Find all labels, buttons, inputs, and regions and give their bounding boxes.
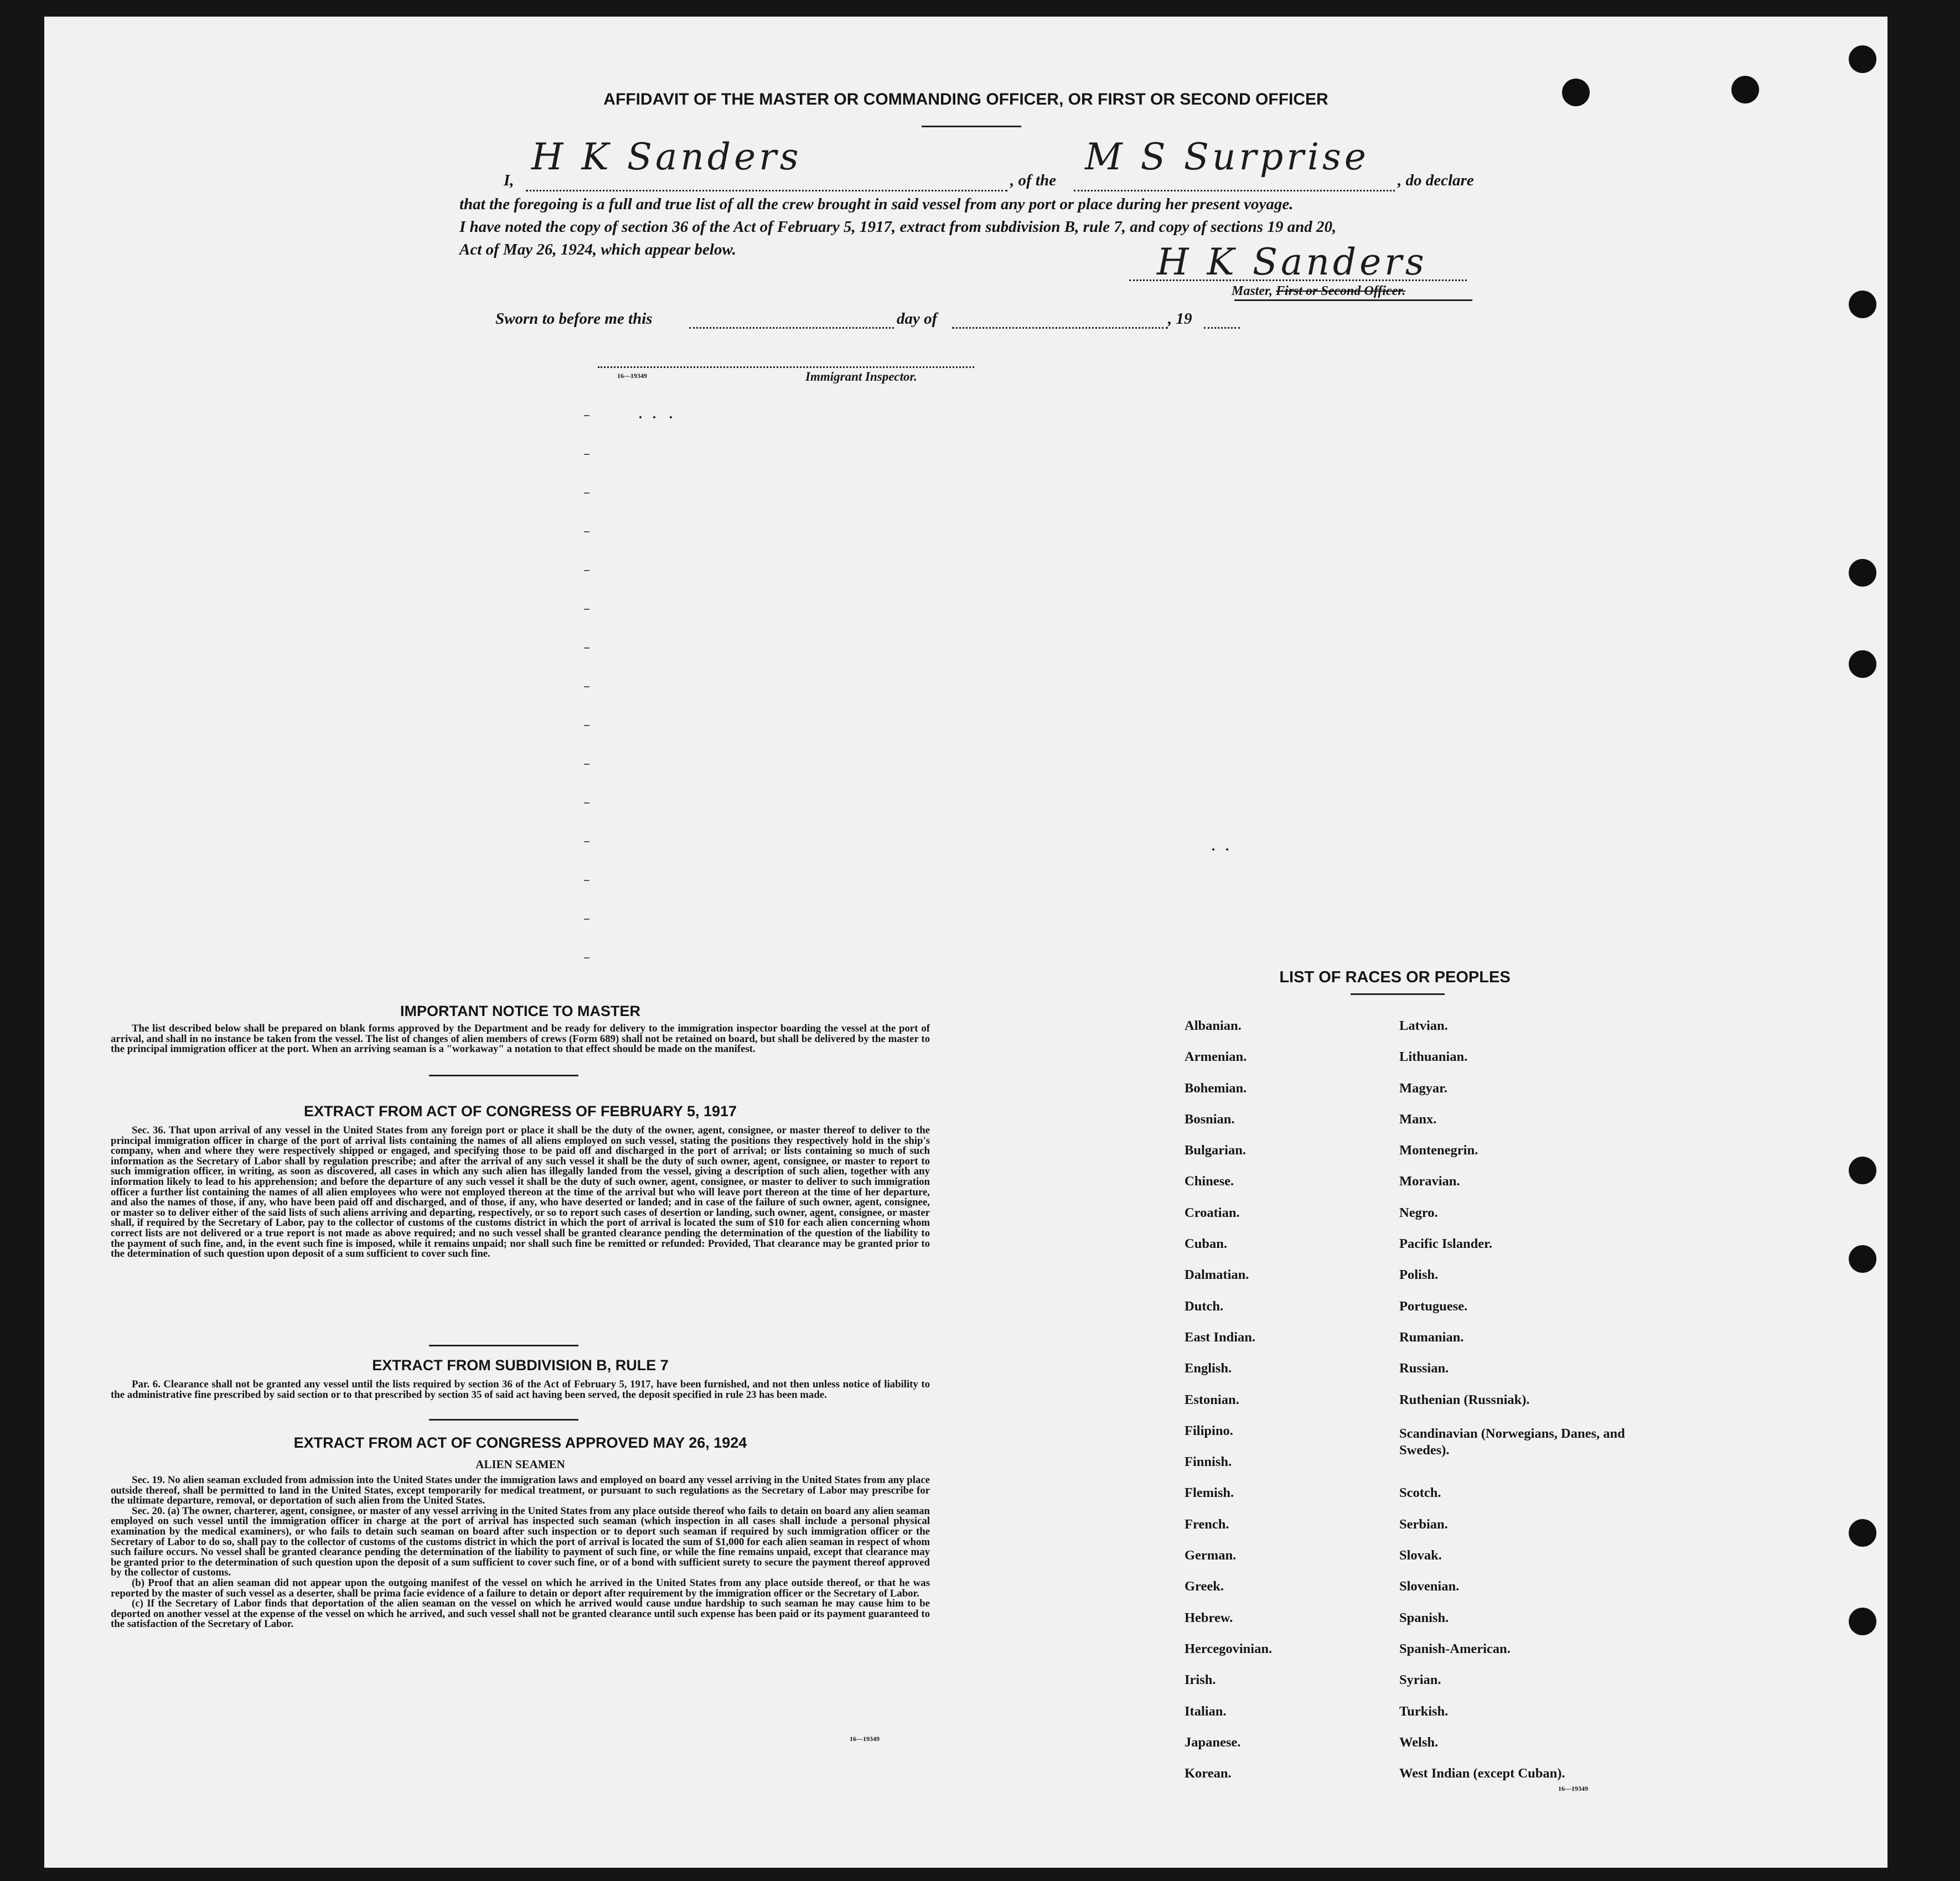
alien-seamen-subtitle: ALIEN SEAMEN — [475, 1458, 565, 1471]
race-item: Dalmatian. — [1185, 1267, 1249, 1283]
punch-hole — [1849, 291, 1876, 318]
punch-hole — [1849, 1519, 1876, 1547]
section-20a-paragraph: Sec. 20. (a) The owner, charterer, agent, consignee, or master of any vessel arriving in the United States from any place outside thereof who fails to detain on board any alien seaman employed on such vessel until the immigration officer in charge at the port of arrival has inspected such seaman (which inspection in all cases shall include a personal physical examination by the medical examiners), or who fails to detain such seaman on board after such inspection or to deport such seaman if required by such immigration officer or the Secretary of Labor to do so, shall pay to the collector of customs of the customs district in which the port of arrival is located the sum of $1,000 for each alien seaman in respect of whom such failure occurs. No vessel shall be granted clearance pending the determination of the liability to payment of such fine, or while the fine remains unpaid, except that clearance may be granted prior to the determination of such question upon the deposit of a sum sufficient to cover such fine, or of a bond with sufficient surety to secure the payment thereof approved by the collector of customs. — [111, 1505, 930, 1579]
mark — [639, 416, 642, 418]
mark — [653, 416, 655, 418]
sworn-year-prefix: , 19 — [1168, 310, 1192, 328]
race-item: Welsh. — [1399, 1734, 1439, 1750]
punch-hole — [1849, 650, 1876, 678]
mark — [584, 415, 589, 416]
divider — [429, 1075, 578, 1076]
inspector-caption: Immigrant Inspector. — [805, 370, 917, 384]
affidavit-i: I, — [504, 172, 514, 189]
race-item: Chinese. — [1185, 1174, 1234, 1189]
notice-paragraph: The list described below shall be prepared on blank forms approved by the Department and be ready for delivery to the immigration inspector boarding the vessel at the port of arrival, and shall in no instance be taken from the vessel. The list of changes of alien members of crews (Form 689) shall not be retained on board, but shall be delivered by the master to the principal immigration officer at the port. When an arriving seaman is a "workaway" a notation to that effect should be made on the manifest. — [111, 1023, 930, 1055]
document-page — [44, 17, 1887, 1868]
sworn-day-line — [689, 313, 894, 329]
rule-7-paragraph: Par. 6. Clearance shall not be granted any vessel until the lists required by section 36 of the Act of February 5, 1917, have been furnished, and not then unless notice of liability to the administrative fine prescribed by said section or to that prescribed by section 35 of said act having been served, the deposit specified in rule 23 has been made. — [111, 1379, 930, 1401]
handwritten-vessel-name: M S Surprise — [1085, 136, 1369, 178]
punch-hole — [1849, 1157, 1876, 1184]
race-item: West Indian (except Cuban). — [1399, 1766, 1565, 1781]
extract-1924-title: EXTRACT FROM ACT OF CONGRESS APPROVED MAY 26, 1924 — [293, 1434, 747, 1451]
race-item: Japanese. — [1185, 1734, 1241, 1750]
race-item: Scotch. — [1399, 1485, 1441, 1501]
punch-hole — [1849, 1245, 1876, 1273]
race-item: Slovenian. — [1399, 1579, 1460, 1594]
section-36-paragraph: Sec. 36. That upon arrival of any vessel in the United States from any foreign port or place it shall be the duty of the owner, agent, consignee, or master thereof to deliver to the principal immigration officer in charge of the port of arrival lists containing the names of all aliens employed on such vessel, stating the positions they respectively hold in the ship's company, when and where they were respectively shipped or engaged, and specifying those to be paid off and discharged in the port of arrival; or lists containing so much of such information as the Secretary of Labor shall by regulation prescribe; and after the arrival of any such vessel it shall be the duty of such owner, agent, consignee, or master to report to such immigration officer, in writing, as soon as discovered, all cases in which any such alien has illegally landed from the vessel, giving a description of such alien, together with any information likely to lead to his apprehension; and before the departure of any such vessel it shall be the duty of such owner, agent, consignee, or master to deliver to such immigration officer a further list containing the names of all alien employees who were not employed thereon at the time of the arrival but who will leave port thereon at the time of her departure, and also the names of those, if any, who have been paid off and discharged, and of those, if any, who have deserted or landed; and in case of the failure of such owner, agent, consignee, or master so to deliver either of the said lists of such aliens arriving and departing, respectively, or so to report such cases of desertion or landing, such owner, agent, consignee, or master shall, if required by the Secretary of Labor, pay to the collector of customs of the customs district in which the port of arrival is located the sum of $10 for each alien concerning whom correct lists are not delivered or a true report is not made as above required; and no such vessel shall be granted clearance pending the determination of the question of the liability to the payment of such fine, and, in the event such fine is imposed, while it remains unpaid; nor shall such fine be remitted or refunded: Provided, That clearance may be granted prior to the determination of such question upon deposit of a sum sufficient to cover such fine. — [111, 1125, 930, 1260]
race-item: Estonian. — [1185, 1392, 1239, 1407]
race-item: Rumanian. — [1399, 1329, 1464, 1345]
race-item: Russian. — [1399, 1361, 1449, 1376]
race-item: Irish. — [1185, 1672, 1216, 1688]
race-item: Turkish. — [1399, 1703, 1449, 1719]
sworn-year-line — [1204, 313, 1240, 329]
race-item: Filipino. — [1185, 1423, 1233, 1438]
race-item: Slovak. — [1399, 1548, 1442, 1563]
race-item: Bosnian. — [1185, 1111, 1235, 1127]
signature-line — [1129, 279, 1467, 281]
section-20b-paragraph: (b) Proof that an alien seaman did not appear upon the outgoing manifest of the vessel on which he arrived in the United States from any place outside thereof, or that he was reported by the master of such vessel as a deserter, shall be prima facie evidence of a failure to detain or deport after requirement by the immigration officer or the Secretary of Labor. — [111, 1577, 930, 1599]
race-item: Spanish-American. — [1399, 1641, 1511, 1656]
extract-1917-title: EXTRACT FROM ACT OF CONGRESS OF FEBRUARY 5, 1917 — [303, 1103, 737, 1120]
section-20c-paragraph: (c) If the Secretary of Labor finds that deportation of the alien seaman on the vessel on which he arrived would cause undue hardship to such seaman he may cause him to be deported on another vessel at the expense of the vessel on which he arrived, and such vessel shall not be granted clearance until such expense has been paid or its payment guaranteed to the satisfaction of the Secretary of Labor. — [111, 1598, 930, 1630]
race-item: Armenian. — [1185, 1049, 1247, 1065]
race-item: Polish. — [1399, 1267, 1439, 1283]
punch-hole — [1849, 559, 1876, 587]
mark — [584, 957, 589, 958]
mark — [584, 454, 589, 455]
mark — [584, 647, 589, 649]
caption-struck-officer: First or Second Officer. — [1276, 284, 1406, 298]
race-item: Lithuanian. — [1399, 1049, 1468, 1065]
divider — [429, 1419, 578, 1421]
race-item: Serbian. — [1399, 1516, 1448, 1532]
race-item: Bohemian. — [1185, 1080, 1247, 1096]
race-item: Dutch. — [1185, 1298, 1224, 1314]
mark — [584, 919, 589, 920]
notice-title: IMPORTANT NOTICE TO MASTER — [400, 1003, 640, 1019]
affidavit-do-declare: , do declare — [1398, 172, 1474, 189]
race-item: Magyar. — [1399, 1080, 1447, 1096]
race-item: French. — [1185, 1516, 1229, 1532]
race-item: Flemish. — [1185, 1485, 1234, 1501]
form-number-bottom-right: 16—19349 — [1558, 1785, 1588, 1792]
sworn-month-line — [952, 313, 1168, 329]
race-item: Syrian. — [1399, 1672, 1441, 1688]
rule-7-title: EXTRACT FROM SUBDIVISION B, RULE 7 — [372, 1357, 669, 1374]
rule-7-text — [111, 1380, 930, 1400]
extract-1924-text — [111, 1475, 930, 1630]
race-item: Italian. — [1185, 1703, 1227, 1719]
race-item: German. — [1185, 1548, 1237, 1563]
handwritten-signature: H K Sanders — [1157, 241, 1428, 283]
race-item: Portuguese. — [1399, 1298, 1468, 1314]
affidavit-of-the: , of the — [1010, 172, 1056, 189]
extract-1917-text — [111, 1126, 930, 1260]
mark — [584, 764, 589, 765]
divider — [429, 1345, 578, 1346]
caption-master: Master, — [1232, 284, 1273, 298]
race-item: Negro. — [1399, 1205, 1438, 1220]
race-item: Spanish. — [1399, 1610, 1449, 1625]
race-item: Ruthenian (Russniak). — [1399, 1392, 1530, 1407]
punch-hole — [1849, 45, 1876, 73]
form-number-top: 16—19349 — [617, 372, 647, 380]
sworn-text: Sworn to before me this — [495, 310, 653, 328]
races-title: LIST OF RACES OR PEOPLES — [1279, 968, 1511, 986]
mark — [584, 802, 589, 804]
mark — [584, 531, 589, 532]
signature-caption — [1232, 284, 1405, 299]
mark — [670, 416, 672, 418]
race-item: Scandinavian (Norwegians, Danes, and Swedes). — [1399, 1426, 1625, 1458]
punch-hole — [1731, 76, 1759, 103]
title-divider — [922, 126, 1021, 127]
handwritten-master-name: H K Sanders — [531, 136, 802, 178]
mark — [584, 841, 589, 842]
mark — [1212, 848, 1214, 851]
mark — [584, 880, 589, 881]
races-column-2 — [1399, 1018, 1632, 1797]
mark — [584, 725, 589, 726]
mark — [584, 493, 589, 494]
race-item: Hebrew. — [1185, 1610, 1233, 1625]
race-item: Croatian. — [1185, 1205, 1240, 1220]
affidavit-line-2: that the foregoing is a full and true list of all the crew brought in said vessel from any port or place during her present voyage. — [459, 195, 1294, 213]
race-item: Bulgarian. — [1185, 1143, 1246, 1158]
section-19-paragraph: Sec. 19. No alien seaman excluded from admission into the United States under the immigration laws and employed on board any vessel arriving in the United States from any place outside thereof, shall be permitted to land in the United States, except temporarily for medical treatment, or pursuant to such regulations as the Secretary of Labor may prescribe for the ultimate departure, removal, or deportation of such alien from the United States. — [111, 1474, 930, 1507]
punch-hole — [1849, 1608, 1876, 1635]
race-item: Montenegrin. — [1399, 1143, 1478, 1158]
race-item: Hercegovinian. — [1185, 1641, 1273, 1656]
races-divider — [1351, 993, 1445, 995]
race-item: Latvian. — [1399, 1018, 1448, 1033]
mark — [584, 609, 589, 610]
races-column-1 — [1185, 1018, 1272, 1797]
caption-underline — [1234, 299, 1472, 301]
affidavit-line-3: I have noted the copy of section 36 of the Act of February 5, 1917, extract from subdivision B, rule 7, and copy of sections 19 and 20, — [459, 218, 1337, 236]
race-item: Albanian. — [1185, 1018, 1242, 1033]
notice-text — [111, 1024, 930, 1055]
race-item: Korean. — [1185, 1766, 1232, 1781]
race-item: Manx. — [1399, 1111, 1437, 1127]
mark — [584, 570, 589, 571]
race-item: East Indian. — [1185, 1329, 1256, 1345]
mark — [1226, 848, 1228, 851]
race-item: Finnish. — [1185, 1454, 1232, 1470]
race-item: Pacific Islander. — [1399, 1236, 1492, 1252]
race-item: English. — [1185, 1361, 1232, 1376]
affidavit-title: AFFIDAVIT OF THE MASTER OR COMMANDING OFFICER, OR FIRST OR SECOND OFFICER — [603, 90, 1328, 108]
race-item: Greek. — [1185, 1579, 1224, 1594]
inspector-line — [598, 366, 974, 368]
mark — [584, 686, 589, 687]
sworn-day-of: day of — [897, 310, 938, 328]
race-item: Moravian. — [1399, 1174, 1460, 1189]
affidavit-line-4: Act of May 26, 1924, which appear below. — [459, 241, 736, 258]
race-item: Cuban. — [1185, 1236, 1227, 1252]
form-number-bottom-left: 16—19349 — [850, 1735, 880, 1743]
punch-hole — [1562, 79, 1590, 106]
